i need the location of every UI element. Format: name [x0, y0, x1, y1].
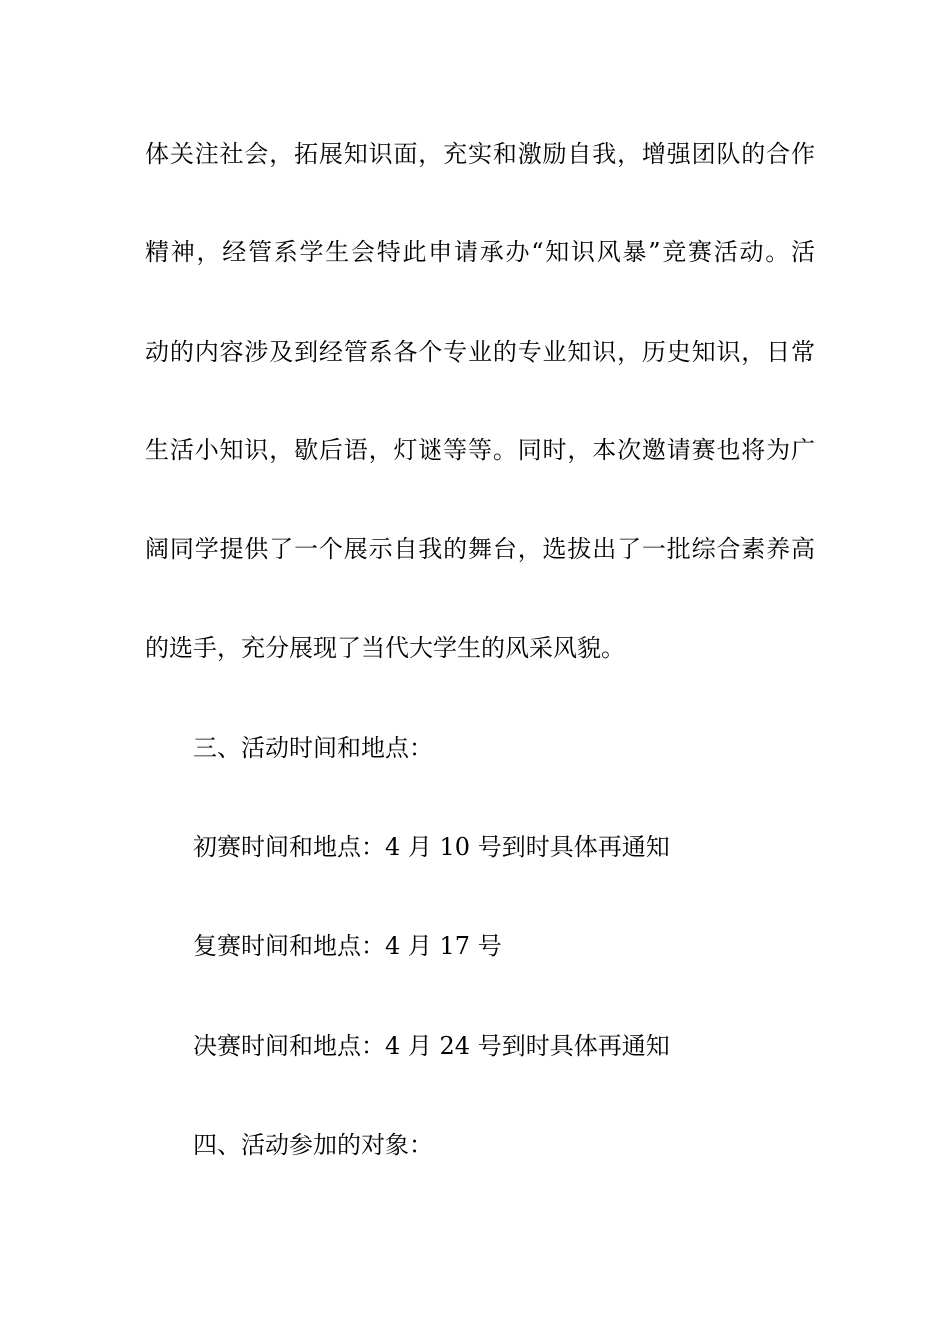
section-3-heading: 三、活动时间和地点： [193, 734, 433, 762]
paragraph-line-3: 动的内容涉及到经管系各个专业的专业知识，历史知识，日常 [145, 338, 815, 366]
paragraph-line-2: 精神，经管系学生会特此申请承办“知识风暴”竞赛活动。活 [145, 238, 815, 266]
section-4-heading: 四、活动参加的对象： [193, 1131, 433, 1159]
final-schedule: 决赛时间和地点：4 月 24 号到时具体再通知 [193, 1032, 670, 1060]
paragraph-line-6: 的选手，充分展现了当代大学生的风采风貌。 [145, 634, 625, 662]
paragraph-line-5: 阔同学提供了一个展示自我的舞台，选拔出了一批综合素养高 [145, 535, 815, 563]
preliminary-schedule: 初赛时间和地点：4 月 10 号到时具体再通知 [193, 833, 670, 861]
paragraph-line-1: 体关注社会，拓展知识面，充实和激励自我，增强团队的合作 [145, 140, 815, 168]
semifinal-schedule: 复赛时间和地点：4 月 17 号 [193, 932, 502, 960]
paragraph-line-4: 生活小知识，歇后语，灯谜等等。同时，本次邀请赛也将为广 [145, 436, 815, 464]
